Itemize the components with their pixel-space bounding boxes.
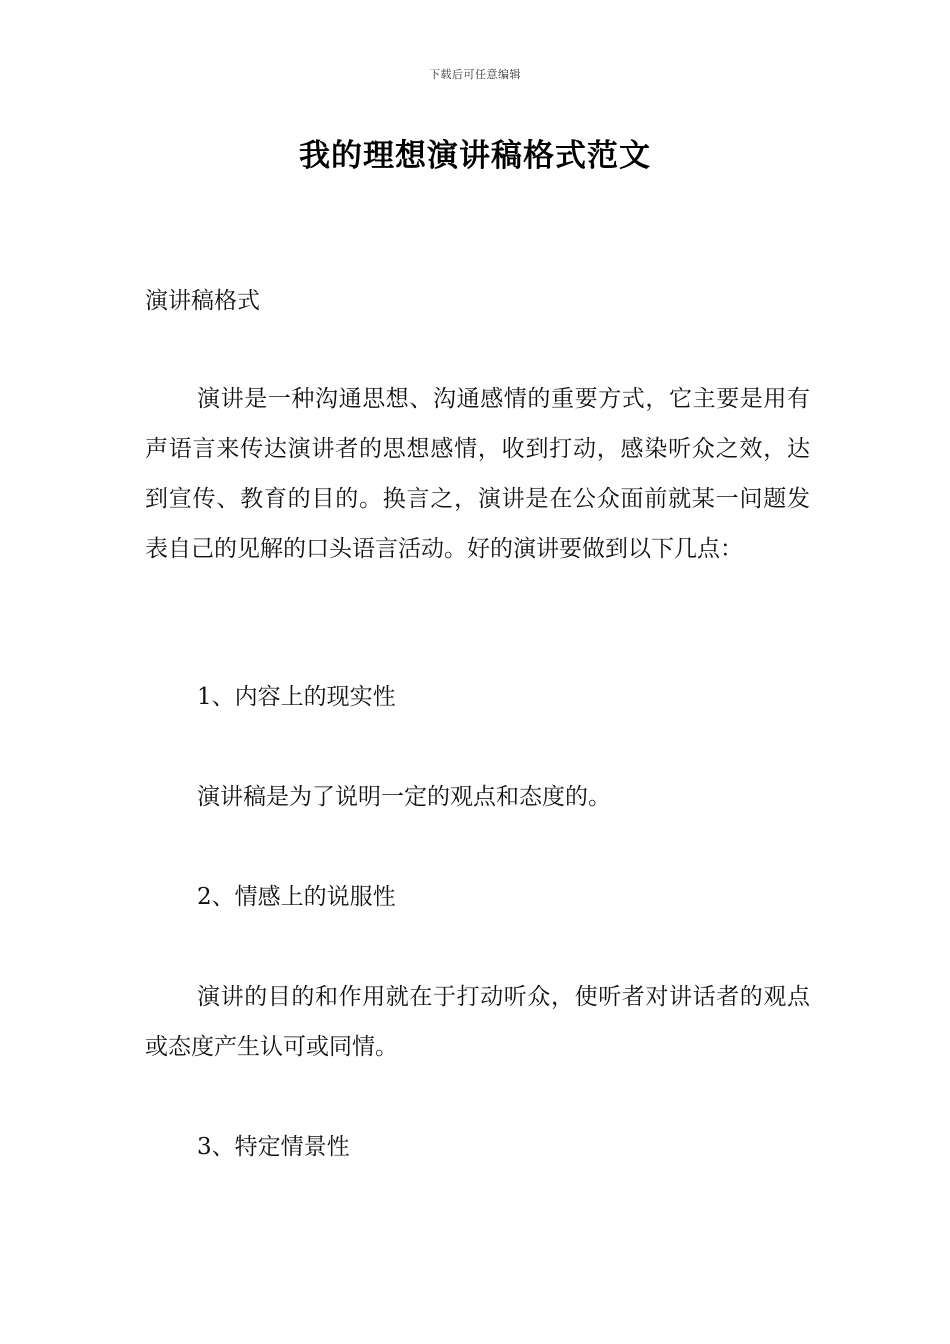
point-heading-1: 1、内容上的现实性 [197, 684, 396, 710]
point-heading-3: 3、特定情景性 [197, 1134, 350, 1160]
header-note: 下载后可任意编辑 [429, 68, 521, 81]
page-title: 我的理想演讲稿格式范文 [299, 138, 651, 174]
point-heading-2: 2、情感上的说服性 [197, 884, 396, 910]
point-paragraph-1: 演讲稿是为了说明一定的观点和态度的。 [197, 784, 611, 810]
intro-paragraph: 演讲是一种沟通思想、沟通感情的重要方式，它主要是用有声语言来传达演讲者的思想感情，收到打动，感染听众之效，达到宣传、教育的目的。换言之，演讲是在公众面前就某一问题发表自己的见解的口头语言活动。好的演讲要做到以下几点： [145, 386, 810, 562]
section-heading: 演讲稿格式 [145, 288, 260, 314]
point-paragraph-2: 演讲的目的和作用就在于打动听众，使听者对讲话者的观点或态度产生认可或同情。 [145, 984, 810, 1060]
